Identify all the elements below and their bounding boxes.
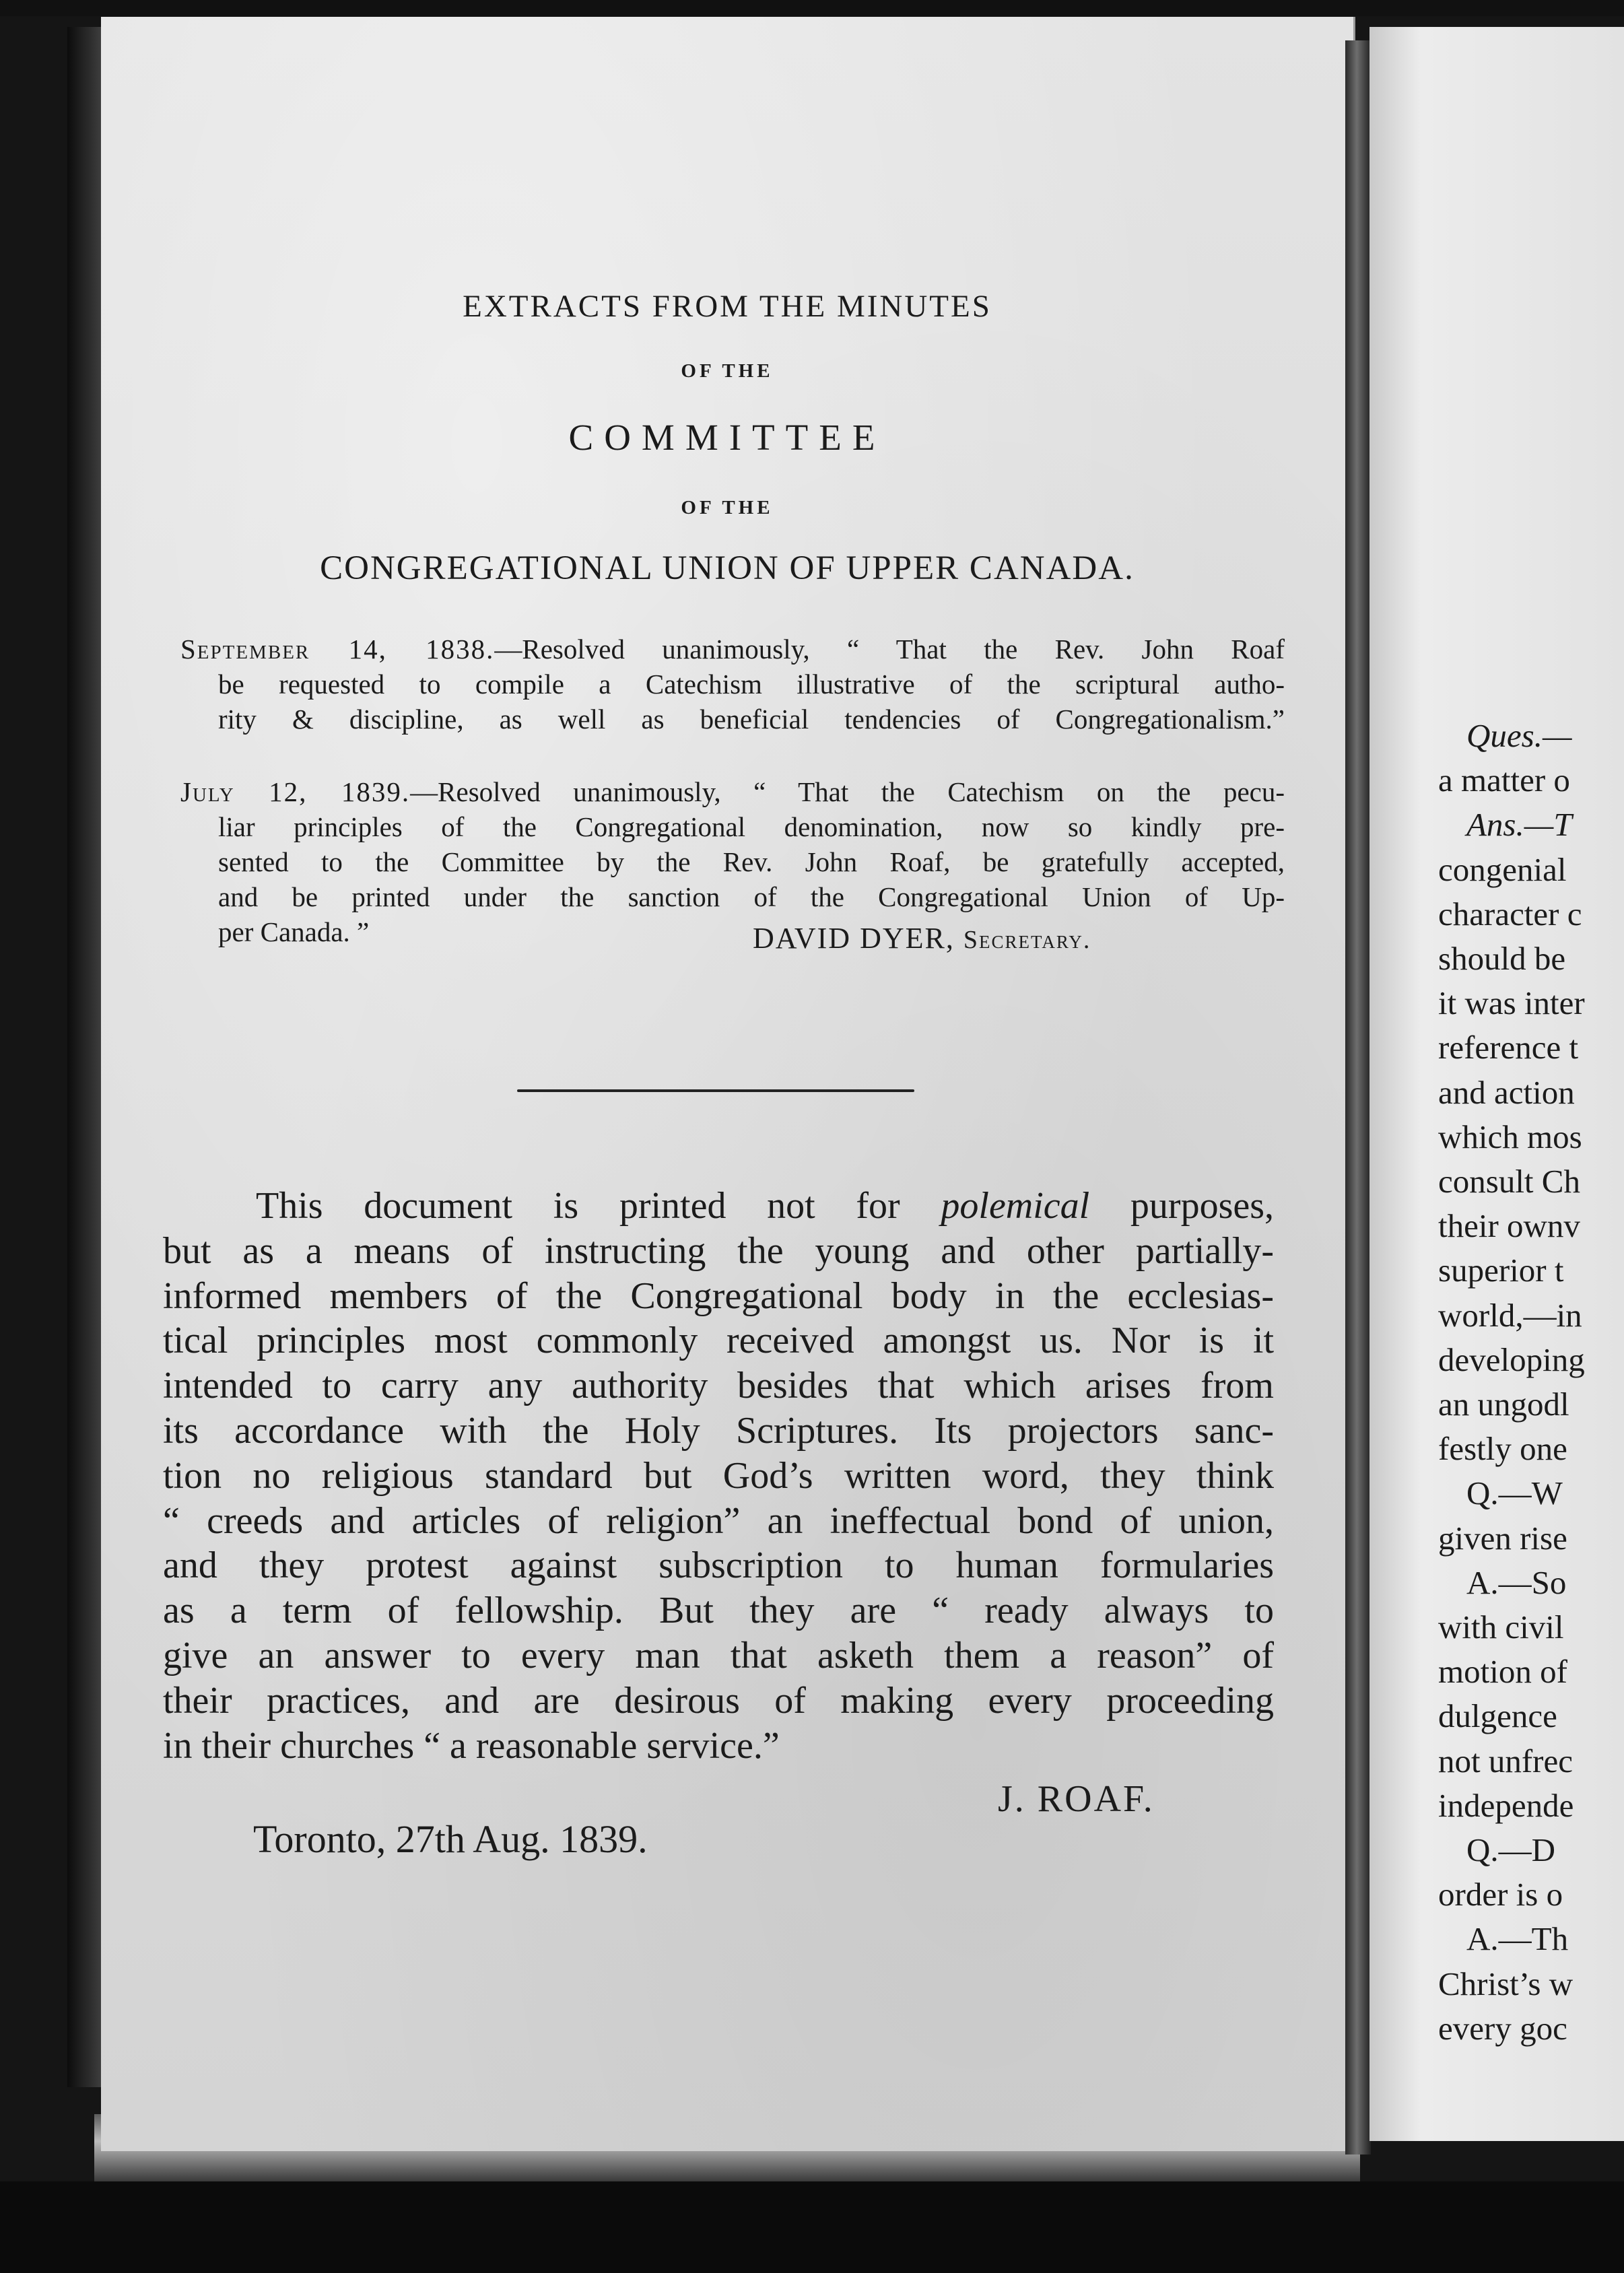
body-line: This document is printed not for polemical purposes,: [256, 1185, 1275, 1227]
body-line: as a term of fellowship. But they are “ ready always to: [163, 1590, 1274, 1632]
title-committee: COMMITTEE: [568, 417, 886, 458]
right-line: Q.—D: [1466, 1831, 1556, 1869]
right-line: order is o: [1438, 1876, 1563, 1913]
right-line: festly one: [1438, 1430, 1567, 1468]
right-line: reference t: [1438, 1029, 1579, 1066]
minute-line: July 12, 1839.—Resolved unanimously, “ That the Catechism on the pecu-: [180, 776, 1285, 807]
body-line: give an answer to every man that asketh them a reason” of: [163, 1634, 1274, 1676]
body-line: and they protest against subscription to human formularies: [163, 1545, 1274, 1587]
right-line: an ungodl: [1438, 1386, 1569, 1423]
minute-line: per Canada. ”: [218, 916, 370, 947]
body-line: its accordance with the Holy Scriptures. Its projectors sanc-: [163, 1409, 1274, 1452]
minute-entry: [180, 774, 1285, 949]
scan-border-bottom: [0, 2181, 1624, 2273]
dateline: Toronto, 27th Aug. 1839.: [253, 1817, 648, 1861]
right-line: a matter o: [1438, 761, 1570, 799]
title-of-the-1: OF THE: [681, 360, 774, 382]
right-line: Christ’s w: [1438, 1965, 1574, 2002]
right-line: A.—Th: [1466, 1920, 1569, 1958]
signature-title: Secretary.: [963, 926, 1091, 954]
emphasis-word: polemical: [941, 1185, 1090, 1227]
right-line: world,—in: [1438, 1296, 1582, 1334]
body-line: tion no religious standard but God’s written word, they think: [163, 1454, 1274, 1497]
preface-body: [163, 1184, 1274, 1768]
right-line: Q.—W: [1466, 1474, 1563, 1512]
right-line: character c: [1438, 895, 1582, 932]
right-line: motion of: [1438, 1653, 1567, 1691]
right-line: which mos: [1438, 1118, 1582, 1155]
author-signature: J. ROAF.: [998, 1778, 1155, 1820]
body-line: their practices, and are desirous of making every proceeding: [163, 1679, 1274, 1722]
scan-border-top: [0, 0, 1624, 16]
secretary-signature: [753, 921, 1091, 955]
right-line: developing: [1438, 1341, 1585, 1378]
right-line: not unfrec: [1438, 1742, 1573, 1779]
right-line: dulgence: [1438, 1697, 1557, 1735]
right-line: every goc: [1438, 2009, 1567, 2047]
body-line: in their churches “ a reasonable service.”: [163, 1724, 780, 1767]
right-line: with civil: [1438, 1608, 1564, 1646]
right-line: Ques.—: [1466, 717, 1572, 754]
minute-date: September 14, 1838.: [180, 634, 495, 665]
right-line: it was inter: [1438, 984, 1585, 1022]
right-line: congenial: [1438, 850, 1567, 888]
right-line: Ans.—T: [1466, 806, 1572, 844]
minute-line: be requested to compile a Catechism illustrative of the scriptural autho-: [218, 669, 1285, 700]
title-union: CONGREGATIONAL UNION OF UPPER CANADA.: [320, 549, 1135, 587]
body-line: but as a means of instructing the young and other partially-: [163, 1229, 1274, 1272]
minute-date: July 12, 1839.: [180, 776, 411, 807]
title-of-the-2: OF THE: [681, 497, 774, 518]
book-gutter: [1345, 40, 1371, 2155]
minute-line: rity & discipline, as well as beneficial tendencies of Congregationalism.”: [218, 704, 1285, 735]
right-line: and action: [1438, 1073, 1575, 1111]
right-line: A.—So: [1466, 1563, 1567, 1601]
body-line: tical principles most commonly received amongst us. Nor is it: [163, 1320, 1274, 1362]
title-extracts: EXTRACTS FROM THE MINUTES: [463, 289, 992, 324]
minute-line: and be printed under the sanction of the Congregational Union of Up-: [218, 881, 1285, 912]
section-divider: [517, 1089, 914, 1092]
right-line: superior t: [1438, 1252, 1564, 1289]
signature-name: DAVID DYER,: [753, 922, 955, 955]
right-page-text: [1438, 714, 1624, 2051]
minute-line: liar principles of the Congregational denomination, now so kindly pre-: [218, 811, 1285, 842]
right-line: should be: [1438, 940, 1566, 978]
minute-line: sented to the Committee by the Rev. John Roaf, be gratefully accepted,: [218, 846, 1285, 877]
minute-entry: [180, 632, 1285, 737]
body-line: intended to carry any authority besides that which arises from: [163, 1365, 1274, 1407]
right-line: consult Ch: [1438, 1163, 1580, 1200]
right-line: independe: [1438, 1786, 1574, 1824]
right-line: their ownv: [1438, 1207, 1580, 1245]
body-line: informed members of the Congregational body in the ecclesias-: [163, 1275, 1274, 1317]
body-line: “ creeds and articles of religion” an ineffectual bond of union,: [163, 1499, 1274, 1542]
right-line: given rise: [1438, 1519, 1567, 1557]
minute-line: September 14, 1838.—Resolved unanimously, “ That the Rev. John Roaf: [180, 634, 1285, 665]
